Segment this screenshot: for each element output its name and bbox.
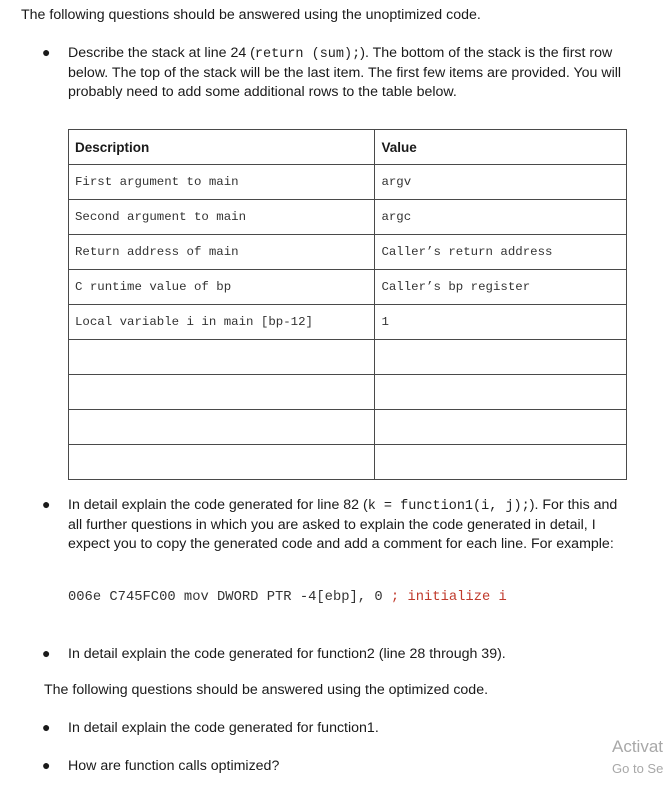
question-5: How are function calls optimized?: [68, 758, 280, 774]
example-code: 006e C745FC00 mov DWORD PTR -4[ebp], 0: [68, 590, 383, 605]
question-1-text-a: Describe the stack at line 24 (: [68, 45, 255, 61]
cell-value[interactable]: [375, 375, 627, 410]
table-header-row: [69, 130, 627, 165]
bullet-icon: ●: [42, 645, 51, 661]
watermark-line-1: Activat: [612, 737, 664, 756]
intro-text: The following questions should be answered using the unoptimized code.: [21, 7, 481, 23]
cell-value[interactable]: [375, 340, 627, 375]
question-2-text-a: In detail explain the code generated for line 82 (: [68, 497, 368, 513]
question-2-text-b: ). For this and all further questions in which you are asked to explain the code generated in detail, I expect you to copy the generated code and add a comment for each line. For example:: [68, 497, 618, 552]
table-row: [69, 235, 627, 270]
question-1-code: return (sum);: [254, 47, 361, 62]
question-2-code: k = function1(i, j);: [367, 499, 530, 514]
table-row: [69, 165, 627, 200]
stack-table: [68, 129, 627, 480]
question-4: In detail explain the code generated for function1.: [68, 720, 379, 736]
question-3: In detail explain the code generated for function2 (line 28 through 39).: [68, 646, 506, 662]
cell-description[interactable]: [69, 375, 375, 410]
cell-value[interactable]: Caller’s return address: [375, 235, 627, 270]
watermark-line-2: Go to Se: [612, 761, 664, 776]
example-comment: ; initialize i: [390, 590, 507, 605]
cell-description[interactable]: [69, 340, 375, 375]
cell-description[interactable]: [69, 445, 375, 480]
cell-description[interactable]: Local variable i in main [bp-12]: [69, 305, 375, 340]
table-row: [69, 305, 627, 340]
cell-value[interactable]: [375, 445, 627, 480]
header-description: Description: [69, 130, 375, 165]
cell-value[interactable]: argv: [375, 165, 627, 200]
cell-description[interactable]: First argument to main: [69, 165, 375, 200]
question-1-text-b: ). The bottom of the stack is the first row below. The top of the stack will be the last item. The first few items are provided. You will probably need to add some additional rows to the table below.: [68, 45, 622, 100]
table-row-empty: [69, 410, 627, 445]
cell-value[interactable]: argc: [375, 200, 627, 235]
cell-description[interactable]: [69, 410, 375, 445]
activation-watermark: [612, 736, 663, 780]
question-2: [68, 496, 628, 554]
bullet-icon: ●: [42, 757, 51, 773]
cell-description[interactable]: C runtime value of bp: [69, 270, 375, 305]
header-value: Value: [375, 130, 627, 165]
bullet-icon: ●: [42, 719, 51, 735]
bullet-icon: ●: [42, 496, 51, 512]
table-row-empty: [69, 445, 627, 480]
code-example: [68, 588, 588, 607]
table-row-empty: [69, 375, 627, 410]
table-row: [69, 270, 627, 305]
cell-value[interactable]: [375, 410, 627, 445]
cell-description[interactable]: Return address of main: [69, 235, 375, 270]
optimized-intro-text: The following questions should be answered using the optimized code.: [44, 682, 489, 698]
table-row-empty: [69, 340, 627, 375]
cell-description[interactable]: Second argument to main: [69, 200, 375, 235]
cell-value[interactable]: 1: [375, 305, 627, 340]
question-1: [68, 44, 628, 102]
table-row: [69, 200, 627, 235]
cell-value[interactable]: Caller’s bp register: [375, 270, 627, 305]
bullet-icon: ●: [42, 44, 51, 60]
